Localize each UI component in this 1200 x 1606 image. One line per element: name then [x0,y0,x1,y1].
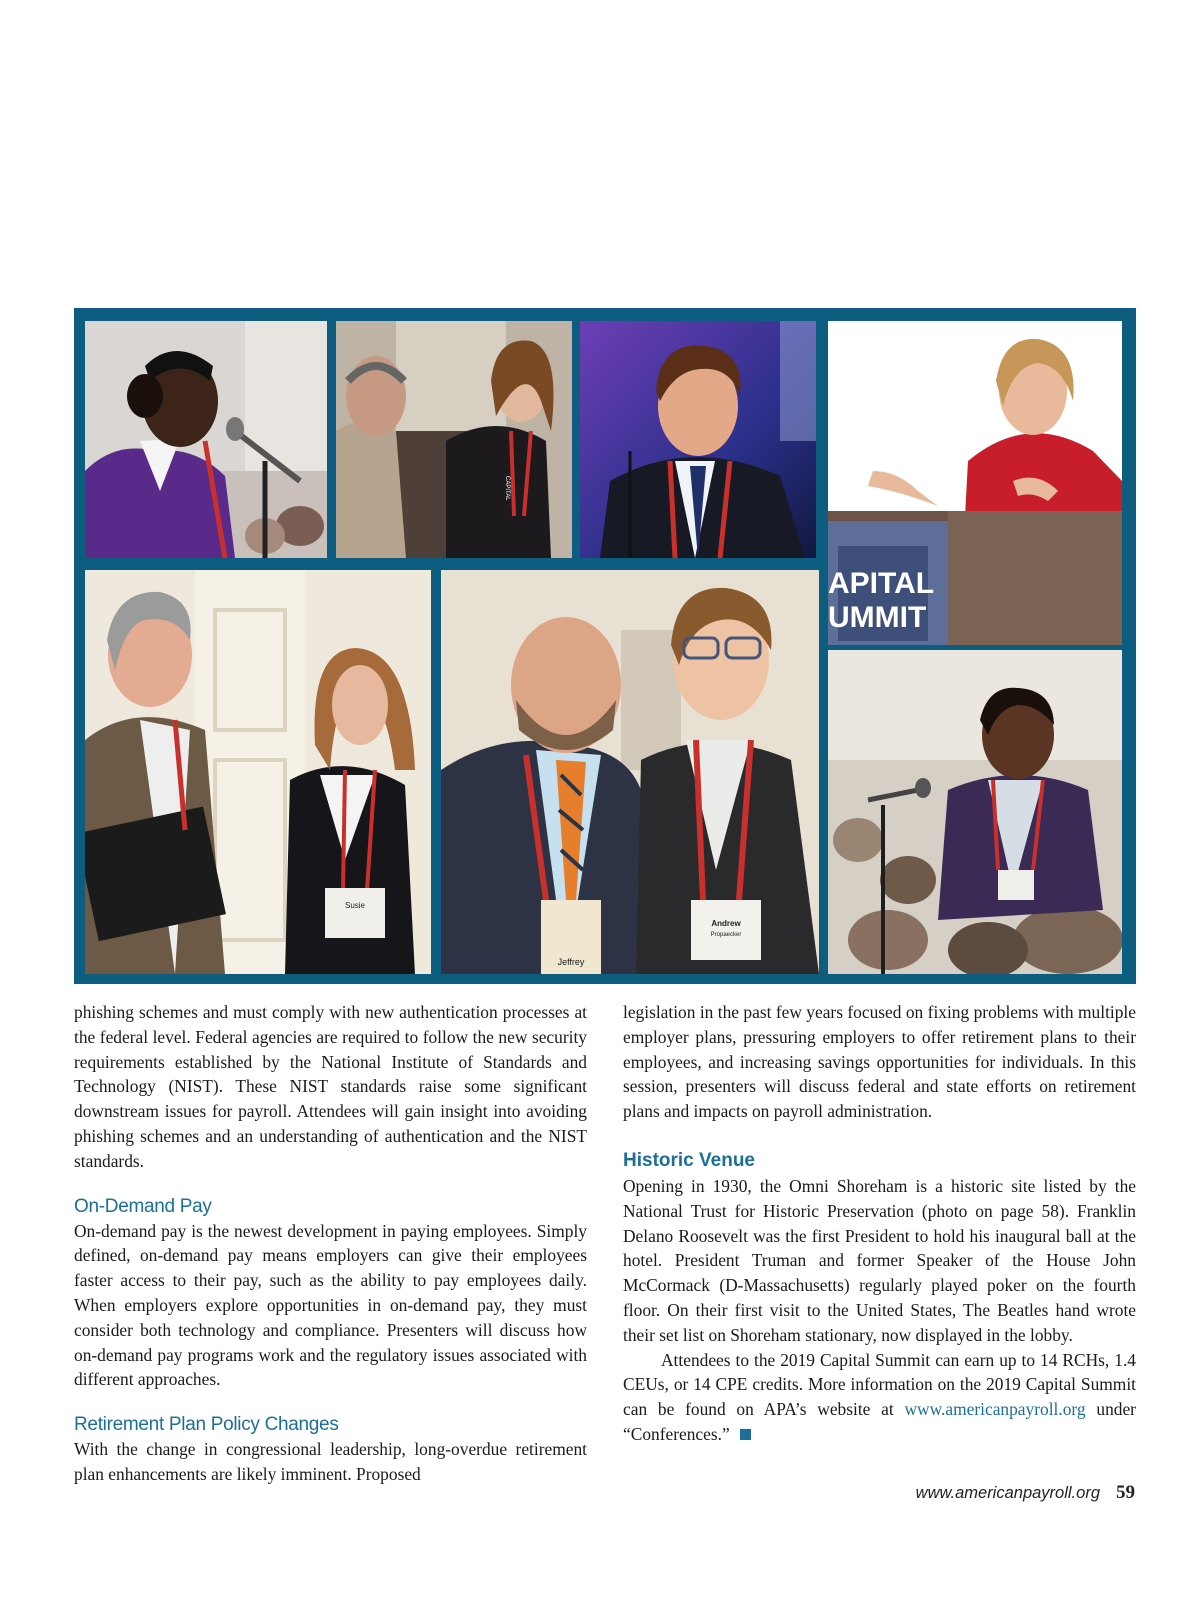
page-footer [916,1482,1135,1504]
badge-surname-andrew: Propaecker [710,932,742,938]
photo-man-with-folder-and-woman [85,570,431,974]
retirement-plan-paragraph: With the change in congressional leadership, long-overdue retirement plan enhancements are likely imminent. Proposed [74,1439,587,1484]
footer-url[interactable]: www.americanpayroll.org [915,1484,1100,1502]
on-demand-pay-heading: On-Demand Pay [74,1195,212,1217]
left-text-column [74,1000,587,1487]
photo-speaker-in-suit [580,321,816,558]
capital-summit-sign-line-1: APITAL [828,567,935,600]
retirement-continuation-paragraph: legislation in the past few years focused on fixing problems with multiple employer plans, pressuring employers to offer retirement plans to their employees, and increasing savings opportunities for individuals. In this session, presenters will discuss federal and state efforts on retirement plans and impacts on payroll administration. [623,1002,1136,1122]
retirement-plan-heading: Retirement Plan Policy Changes [74,1414,339,1436]
closing-paragraph-end: under “Conferences.” [623,1399,1136,1444]
photo-woman-at-podium [828,321,1122,645]
badge-name-jeffrey: Jeffrey [557,957,585,967]
badge-name-andrew: Andrew [711,919,741,928]
historic-venue-heading: Historic Venue [623,1149,755,1171]
photo-man-at-audience-microphone [828,650,1122,974]
badge-name-susie: Susie [344,901,366,910]
photo-two-attendees-talking [336,321,572,558]
apa-website-link[interactable]: www.americanpayroll.org [904,1399,1086,1420]
intro-paragraph: phishing schemes and must comply with new authentication processes at the federal level. Federal agencies are required to follow the new security requirements established by the National Institute of Standards and Technology (NIST). These NIST standards raise some significant downstream issues for payroll. Attendees will gain insight into avoiding phishing schemes and an understanding of authentication and the NIST standards. [74,1002,587,1171]
end-of-article-square-icon [740,1429,751,1440]
capital-summit-sign-line-2: UMMIT [828,601,927,634]
right-text-column [623,1000,1136,1447]
photo-two-men-smiling [441,570,819,974]
page-number: 59 [1116,1482,1135,1503]
closing-paragraph [623,1348,1136,1447]
closing-paragraph-text: Attendees to the 2019 Capital Summit can earn up to 14 RCHs, 1.4 CEUs, or 14 CPE credits. More information on the 2019 Capital Summit can be found on APA’s website at [623,1349,1136,1420]
lanyard-text: CAPITAL [504,476,510,501]
on-demand-pay-paragraph: On-demand pay is the newest development in paying employees. Simply defined, on-demand pay means employers can give their employees faster access to their pay, such as the ability to pay employees daily. When employers explore opportunities in on-demand pay, they must consider both technology and compliance. Presenters will discuss how on-demand pay programs work and the regulatory issues associated with different approaches. [74,1220,587,1390]
historic-venue-paragraph: Opening in 1930, the Omni Shoreham is a historic site listed by the National Trust for Historic Preservation (photo on page 58). Franklin Delano Roosevelt was the first President to hold his inaugural ball at the hotel. President Truman and former Speaker of the House John McCormack (D-Massachusetts) regularly played poker on the fourth floor. On their first visit to the United States, The Beatles hand wrote their set list on Shoreham stationary, now displayed in the lobby. [623,1175,1136,1345]
photo-woman-at-microphone [85,321,327,558]
photo-collage [74,308,1136,984]
